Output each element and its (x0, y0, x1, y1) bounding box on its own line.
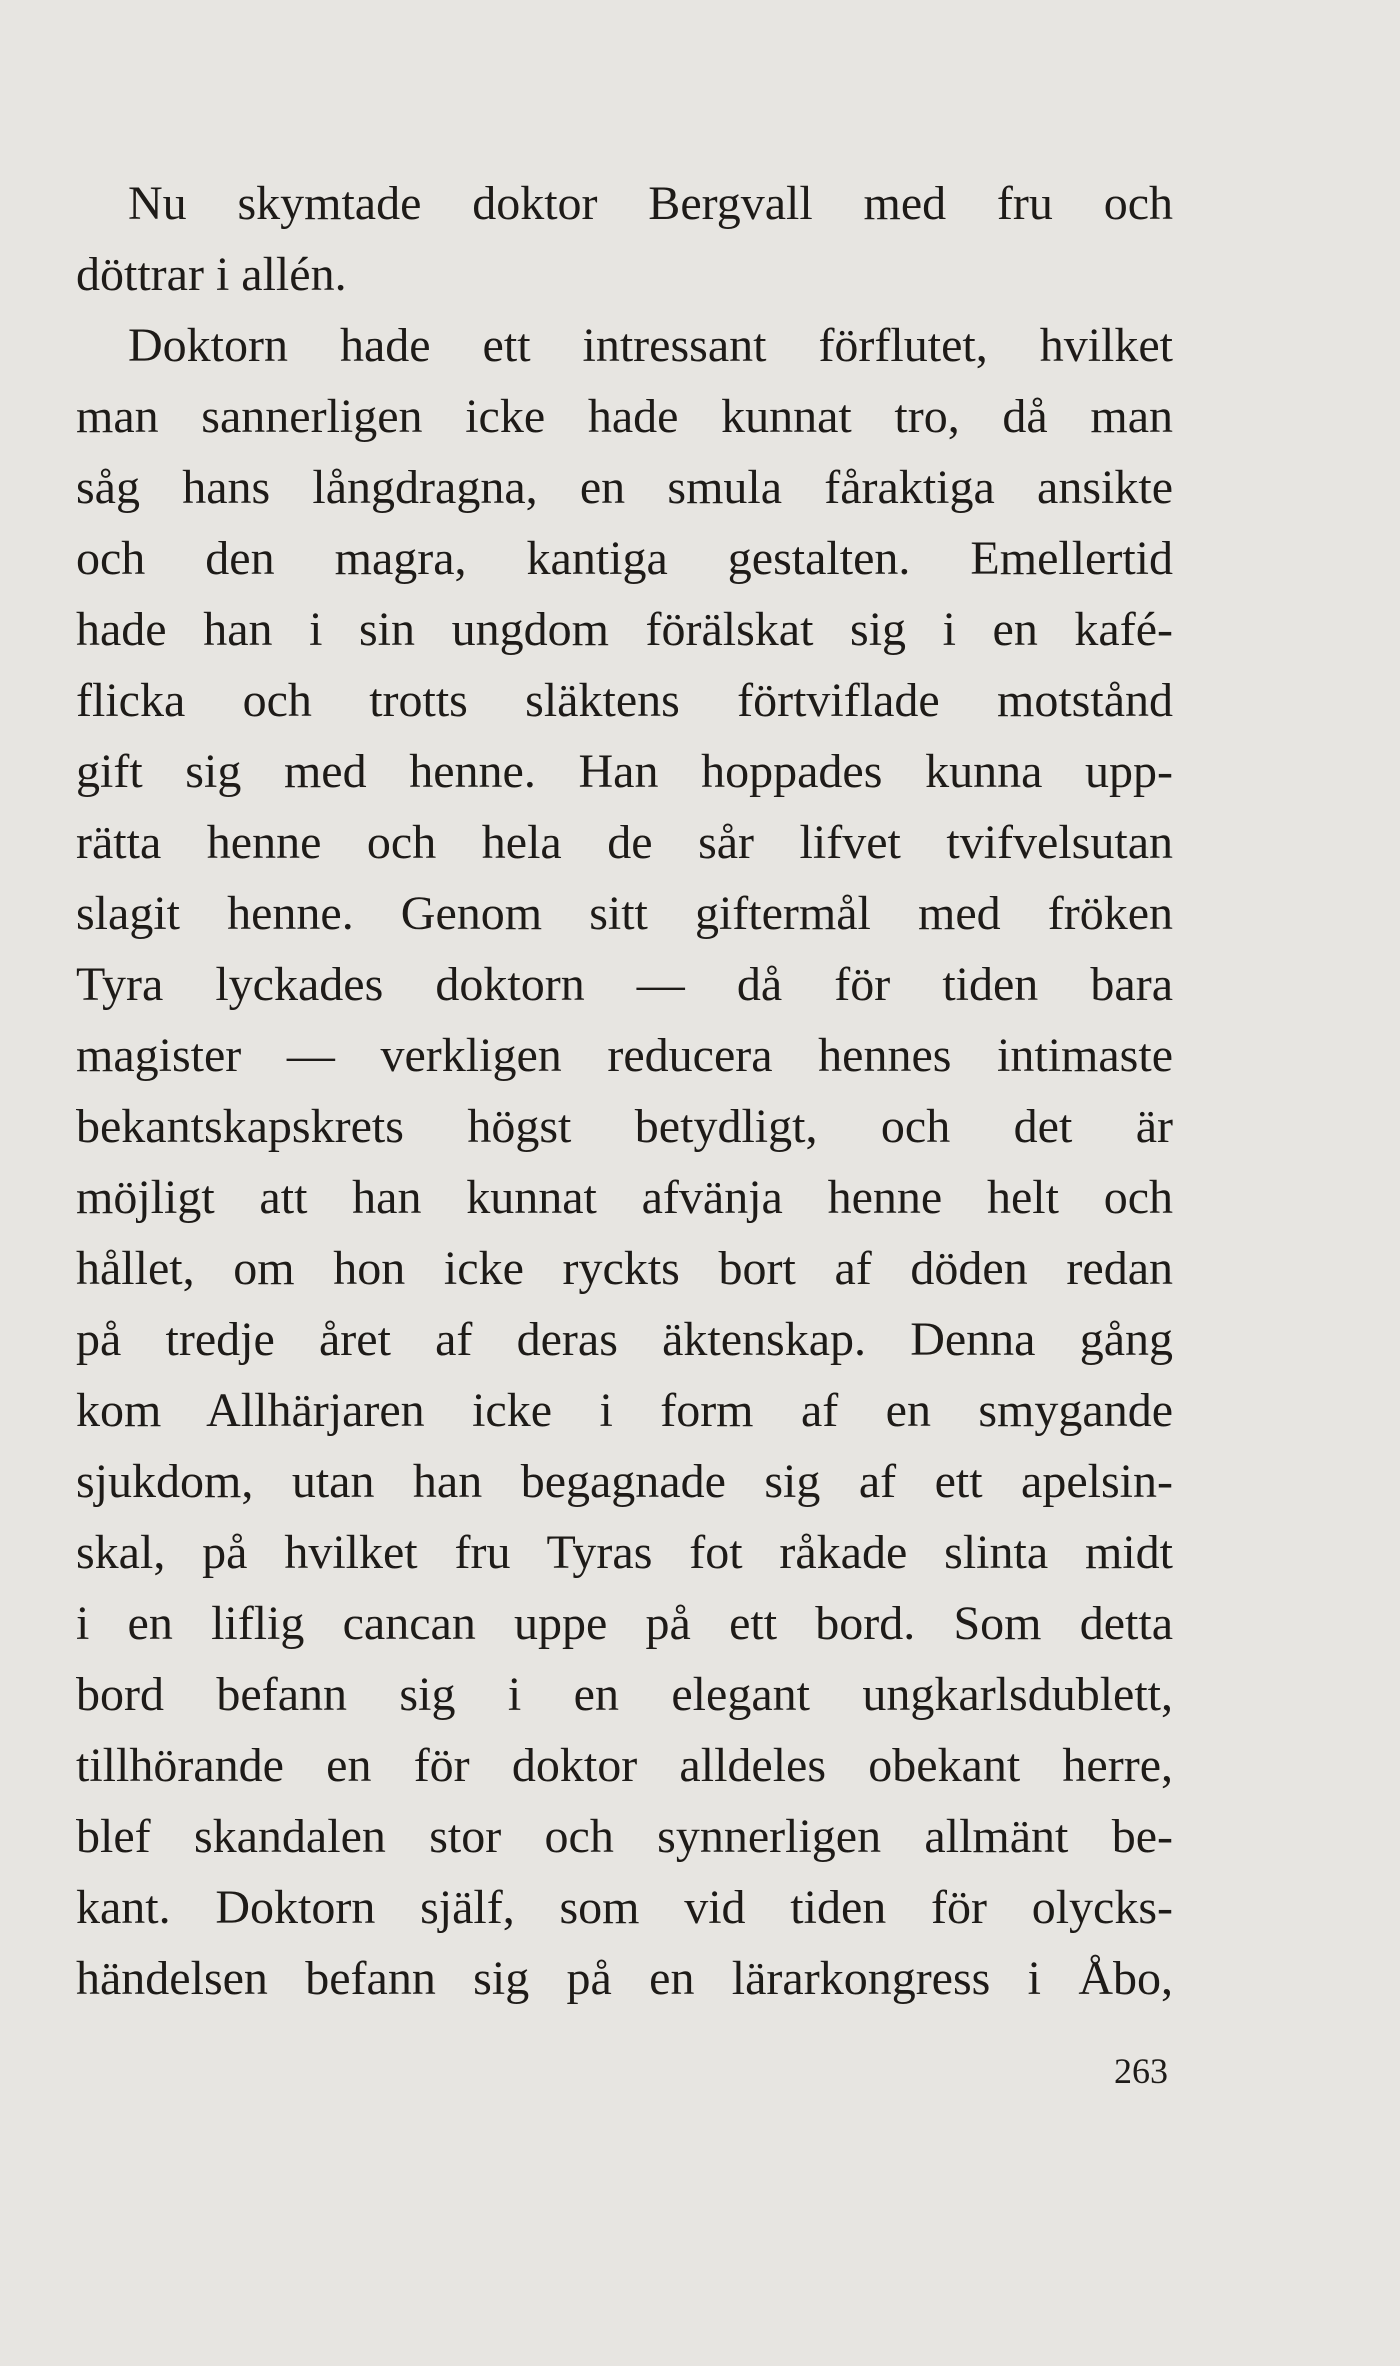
text-line: slagit henne. Genom sitt giftermål med fröken (76, 887, 1173, 940)
text-line: man sannerligen icke hade kunnat tro, då man (76, 390, 1173, 443)
text-line: flicka och trotts släktens förtviflade motstånd (76, 674, 1173, 727)
text-line: magister — verkligen reducera hennes intimaste (76, 1029, 1173, 1082)
text-line: såg hans långdragna, en smula fåraktiga ansikte (76, 461, 1173, 514)
text-line: tillhörande en för doktor alldeles obekant herre, (76, 1739, 1173, 1792)
text-line: och den magra, kantiga gestalten. Emellertid (76, 532, 1173, 585)
text-line: rätta henne och hela de sår lifvet tvifvelsutan (76, 816, 1173, 869)
text-line: gift sig med henne. Han hoppades kunna upp- (76, 745, 1173, 798)
text-line: skal, på hvilket fru Tyras fot råkade slinta midt (76, 1526, 1173, 1579)
text-line: hade han i sin ungdom förälskat sig i en kafé- (76, 603, 1173, 656)
text-line: kom Allhärjaren icke i form af en smygande (76, 1384, 1173, 1437)
text-line: blef skandalen stor och synnerligen allmänt be- (76, 1810, 1173, 1863)
text-line: Tyra lyckades doktorn — då för tiden bara (76, 958, 1173, 1011)
text-line: på tredje året af deras äktenskap. Denna gång (76, 1313, 1173, 1366)
text-line: kant. Doktorn själf, som vid tiden för olycks- (76, 1881, 1173, 1934)
page-number: 263 (1114, 2051, 1168, 2091)
text-line: möjligt att han kunnat afvänja henne helt och (76, 1171, 1173, 1224)
body-text (76, 168, 1173, 2014)
text-line: händelsen befann sig på en lärarkongress i Åbo, (76, 1952, 1173, 2005)
text-line: i en liflig cancan uppe på ett bord. Som detta (76, 1597, 1173, 1650)
text-line: bord befann sig i en elegant ungkarlsdublett, (76, 1668, 1173, 1721)
text-line: sjukdom, utan han begagnade sig af ett apelsin- (76, 1455, 1173, 1508)
text-line: Doktorn hade ett intressant förflutet, hvilket (128, 319, 1173, 372)
text-line: hållet, om hon icke ryckts bort af döden redan (76, 1242, 1173, 1295)
text-line: döttrar i allén. (76, 248, 347, 301)
text-line: Nu skymtade doktor Bergvall med fru och (128, 177, 1173, 230)
text-line: bekantskapskrets högst betydligt, och det är (76, 1100, 1173, 1153)
